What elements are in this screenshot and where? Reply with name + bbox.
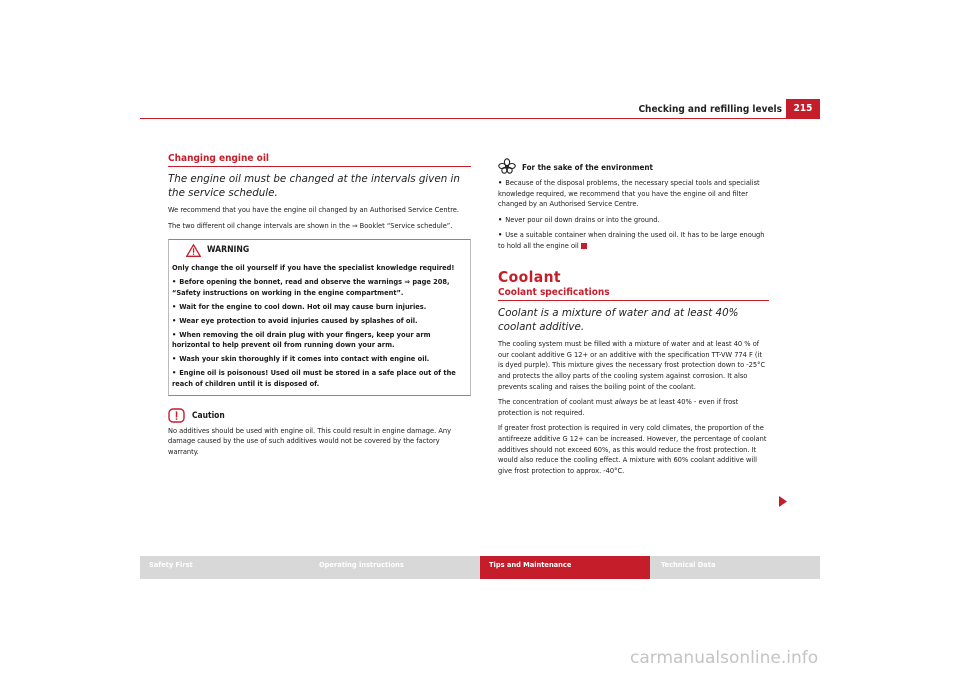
warning-item-text: When removing the oil drain plug with your fingers, keep your arm horizontal to help prevent oil from running down your arm.	[172, 329, 431, 350]
footer-tab-label: Safety First	[149, 560, 193, 569]
bullet-icon: •	[498, 178, 503, 187]
bullet-icon: •	[498, 214, 503, 224]
section-end-icon	[581, 243, 587, 249]
warning-item	[172, 354, 467, 365]
bullet-icon: •	[172, 329, 177, 339]
footer-tab-safety-first[interactable]	[140, 556, 308, 579]
environment-item	[498, 215, 769, 226]
warning-item-text: Wear eye protection to avoid injuries caused by splashes of oil.	[179, 315, 418, 325]
paragraph: The two different oil change intervals are shown in the ⇒ Booklet “Service schedule”.	[168, 220, 453, 230]
warning-item-text: Wait for the engine to cool down. Hot oil may cause burn injuries.	[179, 301, 427, 311]
footer-tab-label: Tips and Maintenance	[489, 560, 572, 569]
header-rule	[140, 118, 820, 119]
bullet-icon: •	[172, 301, 177, 311]
warning-item-text: Engine oil is poisonous! Used oil must be stored in a safe place out of the reach of children until it is disposed of.	[172, 368, 456, 388]
footer-nav-bar	[140, 556, 820, 579]
environment-item-text: Because of the disposal problems, the necessary special tools and specialist knowledge required, we recommend that you have the engine oil and filter changed by an Authorised Service Centre.	[498, 178, 760, 209]
footer-tab-operating-instructions[interactable]	[310, 556, 478, 579]
warning-intro: Only change the oil yourself if you have the specialist knowledge required!	[172, 263, 455, 273]
chapter-title-coolant: Coolant	[498, 267, 561, 286]
watermark: carmanualsonline.info	[630, 648, 819, 668]
caution-text: No additives should be used with engine oil. This could result in engine damage. Any damage caused by the use of such additives would not be covered by the factory warranty.	[168, 425, 452, 457]
warning-item-text: Before opening the bonnet, read and observe the warnings ⇒ page 208, “Safety instructions on working in the engine compartment”.	[172, 277, 450, 297]
footer-tab-label: Technical Data	[661, 560, 716, 569]
bullet-icon: •	[172, 315, 177, 325]
continue-arrow-icon	[779, 496, 787, 507]
heading-rule	[168, 166, 471, 167]
environment-item-text: Never pour oil down drains or into the ground.	[505, 214, 660, 224]
heading-rule	[498, 300, 769, 301]
paragraph-text: be at least 40% - even if frost protection is not required.	[498, 397, 739, 417]
emphasis-text: always	[614, 397, 638, 407]
bullet-icon: •	[172, 368, 177, 378]
environment-item	[498, 178, 769, 210]
warning-header	[186, 244, 467, 257]
section-heading-coolant-specs: Coolant specifications	[498, 287, 610, 299]
lead-text: Coolant is a mixture of water and at least 40% coolant additive.	[498, 307, 739, 333]
footer-tab-label: Operating instructions	[319, 560, 404, 569]
footer-tab-tips-maintenance[interactable]	[480, 556, 650, 579]
warning-item	[172, 330, 467, 351]
caution-exclamation-icon	[168, 408, 185, 423]
warning-title: WARNING	[207, 245, 250, 256]
environment-header	[498, 158, 769, 174]
running-header-title: Checking and refilling levels	[638, 104, 782, 115]
left-column	[168, 152, 471, 463]
paragraph: We recommend that you have the engine oil changed by an Authorised Service Centre.	[168, 205, 459, 214]
warning-box	[168, 239, 471, 396]
paragraph: The cooling system must be filled with a mixture of water and at least 40 % of our coolant additive G 12+ or an additive with the specification TT-VW 774 F (it is dyed purple). This mixture gives the necessary frost protection down to -25°C and protects the alloy parts of the cooling system against corrosion. It also prevents scaling and raises the boiling point of the coolant.	[498, 339, 766, 391]
section-heading-engine-oil: Changing engine oil	[168, 153, 269, 164]
paragraph-text: The concentration of coolant must	[498, 397, 615, 407]
lead-text: The engine oil must be changed at the intervals given in the service schedule.	[168, 173, 460, 199]
right-column	[498, 158, 769, 481]
paragraph	[498, 397, 769, 418]
warning-item	[172, 277, 467, 298]
caution-header	[168, 408, 471, 423]
bullet-icon: •	[498, 230, 503, 240]
warning-item	[172, 368, 467, 389]
flower-environment-icon	[498, 158, 516, 174]
bullet-icon: •	[172, 354, 177, 364]
bullet-icon: •	[172, 277, 177, 287]
environment-item	[498, 230, 769, 251]
page-number: 215	[786, 99, 820, 118]
warning-triangle-icon	[186, 244, 201, 257]
warning-item-text: Wash your skin thoroughly if it comes into contact with engine oil.	[179, 354, 430, 364]
caution-title: Caution	[192, 410, 225, 421]
footer-tab-technical-data[interactable]	[652, 556, 820, 579]
environment-title: For the sake of the environment	[522, 163, 653, 173]
paragraph: If greater frost protection is required in very cold climates, the proportion of the antifreeze additive G 12+ can be increased. However, the percentage of coolant additives should not exceed 60%, as this would reduce the frost protection. It would also reduce the cooling effect. A mixture with 60% coolant additive will give frost protection to approx. -40°C.	[498, 423, 767, 475]
environment-item-text: Use a suitable container when draining the used oil. It has to be large enough to hold all the engine oil	[498, 230, 765, 250]
warning-item	[172, 316, 467, 327]
warning-item	[172, 302, 467, 313]
